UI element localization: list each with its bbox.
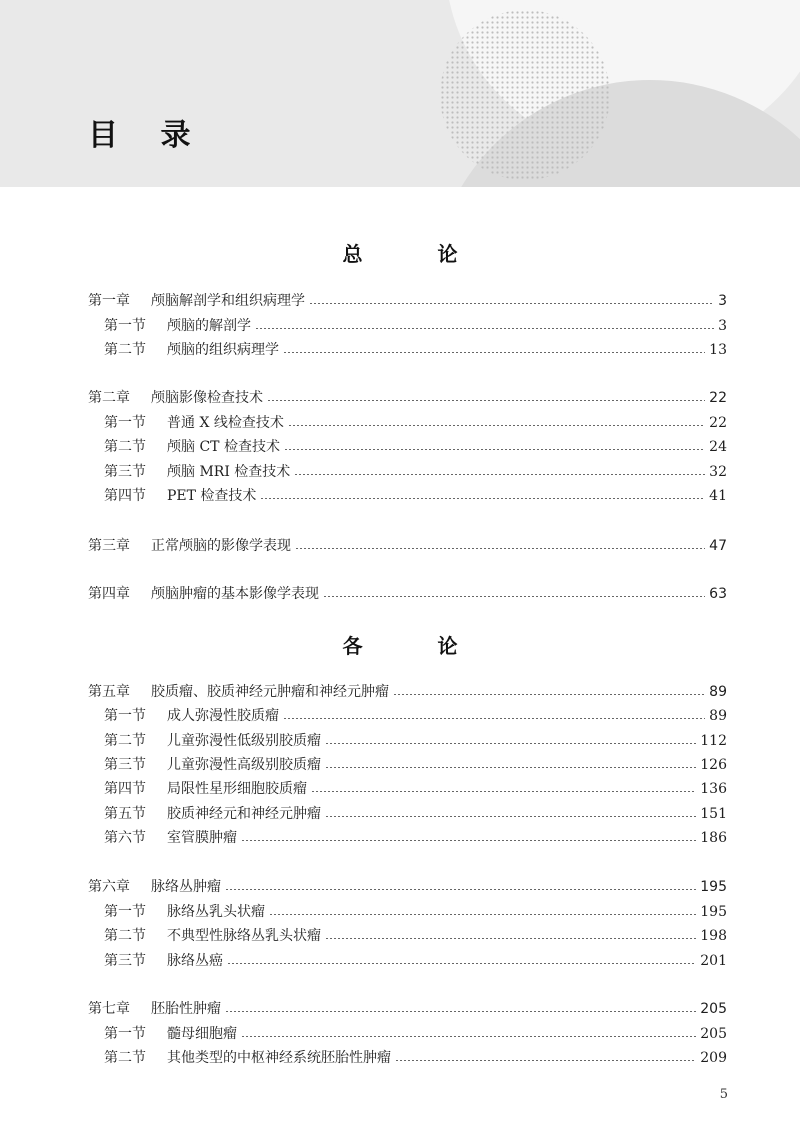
toc-section-row[interactable] bbox=[104, 901, 727, 923]
chapter-title: 颅脑影像检查技术 bbox=[151, 390, 263, 406]
section-title: 儿童弥漫性低级别胶质瘤 bbox=[167, 733, 321, 749]
dot-leader bbox=[283, 718, 705, 719]
section-title: 儿童弥漫性高级别胶质瘤 bbox=[167, 757, 321, 773]
page-ref: 209 bbox=[700, 1050, 727, 1066]
section-title: 其他类型的中枢神经系统胚胎性肿瘤 bbox=[167, 1050, 391, 1066]
dot-leader bbox=[260, 498, 705, 499]
toc-chapter-row[interactable] bbox=[88, 681, 727, 703]
page-ref: 41 bbox=[709, 488, 727, 504]
dot-leader bbox=[288, 425, 705, 426]
chapter-title: 颅脑解剖学和组织病理学 bbox=[151, 293, 305, 309]
section-number: 第一节 bbox=[104, 415, 146, 431]
section-number: 第四节 bbox=[104, 488, 146, 504]
page-ref: 151 bbox=[700, 806, 727, 822]
dot-leader bbox=[255, 328, 714, 329]
dot-leader bbox=[267, 400, 705, 401]
chapter-title: 胶质瘤、胶质神经元肿瘤和神经元肿瘤 bbox=[151, 684, 389, 700]
chapter-number: 第三章 bbox=[88, 538, 130, 554]
section-number: 第一节 bbox=[104, 708, 146, 724]
page-ref: 63 bbox=[709, 586, 727, 602]
toc-section-row[interactable] bbox=[104, 1047, 727, 1069]
dot-leader bbox=[284, 449, 705, 450]
section-number: 第二节 bbox=[104, 342, 146, 358]
chapter-title: 正常颅脑的影像学表现 bbox=[151, 538, 291, 554]
section-title: 成人弥漫性胶质瘤 bbox=[167, 708, 279, 724]
section-title: 脉络丛癌 bbox=[167, 953, 223, 969]
toc-chapter-row[interactable] bbox=[88, 998, 727, 1020]
part-heading: 总 论 bbox=[342, 242, 492, 266]
section-number: 第一节 bbox=[104, 904, 146, 920]
section-title: PET 检查技术 bbox=[167, 488, 257, 504]
dot-leader bbox=[269, 914, 696, 915]
section-title: 颅脑的组织病理学 bbox=[167, 342, 279, 358]
toc-section-row[interactable] bbox=[104, 827, 727, 849]
dot-leader bbox=[225, 1011, 696, 1012]
page-ref: 198 bbox=[700, 928, 727, 944]
dot-leader bbox=[225, 889, 696, 890]
page-ref: 195 bbox=[700, 879, 727, 895]
dot-leader bbox=[311, 791, 696, 792]
toc-chapter-row[interactable] bbox=[88, 290, 727, 312]
toc-section-row[interactable] bbox=[104, 803, 727, 825]
section-number: 第三节 bbox=[104, 953, 146, 969]
toc-section-row[interactable] bbox=[104, 754, 727, 776]
section-number: 第六节 bbox=[104, 830, 146, 846]
page-ref: 24 bbox=[709, 439, 727, 455]
dot-leader bbox=[294, 474, 705, 475]
dot-leader bbox=[227, 963, 696, 964]
dot-leader bbox=[325, 743, 696, 744]
section-number: 第二节 bbox=[104, 1050, 146, 1066]
toc-section-row[interactable] bbox=[104, 412, 727, 434]
page-title: 目 录 bbox=[88, 118, 207, 153]
page-ref: 22 bbox=[709, 415, 727, 431]
toc-section-row[interactable] bbox=[104, 461, 727, 483]
page-ref: 13 bbox=[709, 342, 727, 358]
chapter-title: 胚胎性肿瘤 bbox=[151, 1001, 221, 1017]
section-number: 第二节 bbox=[104, 928, 146, 944]
toc-chapter-row[interactable] bbox=[88, 583, 727, 605]
chapter-number: 第一章 bbox=[88, 293, 130, 309]
dot-leader bbox=[241, 840, 696, 841]
toc-chapter-row[interactable] bbox=[88, 876, 727, 898]
decorative-circles bbox=[0, 0, 800, 187]
toc-section-row[interactable] bbox=[104, 730, 727, 752]
page-ref: 89 bbox=[709, 684, 727, 700]
chapter-number: 第五章 bbox=[88, 684, 130, 700]
page-ref: 89 bbox=[709, 708, 727, 724]
dot-leader bbox=[325, 767, 696, 768]
page-ref: 47 bbox=[709, 538, 727, 554]
section-title: 不典型性脉络丛乳头状瘤 bbox=[167, 928, 321, 944]
chapter-number: 第二章 bbox=[88, 390, 130, 406]
chapter-title: 脉络丛肿瘤 bbox=[151, 879, 221, 895]
page-ref: 32 bbox=[709, 464, 727, 480]
dot-leader bbox=[395, 1060, 696, 1061]
toc-section-row[interactable] bbox=[104, 778, 727, 800]
toc-chapter-row[interactable] bbox=[88, 387, 727, 409]
chapter-number: 第六章 bbox=[88, 879, 130, 895]
toc-section-row[interactable] bbox=[104, 705, 727, 727]
section-title: 颅脑 CT 检查技术 bbox=[167, 439, 280, 455]
section-title: 颅脑的解剖学 bbox=[167, 318, 251, 334]
dot-leader bbox=[295, 548, 705, 549]
toc-section-row[interactable] bbox=[104, 925, 727, 947]
page-number: 5 bbox=[719, 1087, 728, 1102]
chapter-title: 颅脑肿瘤的基本影像学表现 bbox=[151, 586, 319, 602]
page-ref: 205 bbox=[700, 1001, 727, 1017]
toc-section-row[interactable] bbox=[104, 315, 727, 337]
page-ref: 112 bbox=[700, 733, 727, 749]
section-number: 第五节 bbox=[104, 806, 146, 822]
page-header-band bbox=[0, 0, 800, 187]
page-ref: 22 bbox=[709, 390, 727, 406]
page-ref: 126 bbox=[700, 757, 727, 773]
dot-leader bbox=[325, 816, 696, 817]
chapter-number: 第四章 bbox=[88, 586, 130, 602]
toc-section-row[interactable] bbox=[104, 436, 727, 458]
part-heading: 各 论 bbox=[342, 634, 492, 658]
chapter-number: 第七章 bbox=[88, 1001, 130, 1017]
page-ref: 195 bbox=[700, 904, 727, 920]
dot-leader bbox=[323, 596, 705, 597]
toc-chapter-row[interactable] bbox=[88, 535, 727, 557]
dot-leader bbox=[241, 1036, 696, 1037]
section-number: 第三节 bbox=[104, 757, 146, 773]
section-number: 第三节 bbox=[104, 464, 146, 480]
dot-leader bbox=[283, 352, 705, 353]
toc-section-row[interactable] bbox=[104, 1023, 727, 1045]
section-number: 第四节 bbox=[104, 781, 146, 797]
section-title: 胶质神经元和神经元肿瘤 bbox=[167, 806, 321, 822]
section-title: 脉络丛乳头状瘤 bbox=[167, 904, 265, 920]
section-number: 第一节 bbox=[104, 1026, 146, 1042]
toc-section-row[interactable] bbox=[104, 339, 727, 361]
section-title: 颅脑 MRI 检查技术 bbox=[167, 464, 291, 480]
section-number: 第一节 bbox=[104, 318, 146, 334]
section-title: 髓母细胞瘤 bbox=[167, 1026, 237, 1042]
section-number: 第二节 bbox=[104, 733, 146, 749]
section-number: 第二节 bbox=[104, 439, 146, 455]
toc-section-row[interactable] bbox=[104, 950, 727, 972]
toc-section-row[interactable] bbox=[104, 485, 727, 507]
page-ref: 205 bbox=[700, 1026, 727, 1042]
page-ref: 201 bbox=[700, 953, 727, 969]
dot-leader bbox=[325, 938, 696, 939]
dot-leader bbox=[309, 303, 714, 304]
section-title: 局限性星形细胞胶质瘤 bbox=[167, 781, 307, 797]
dot-leader bbox=[393, 694, 705, 695]
page-ref: 3 bbox=[718, 293, 727, 309]
section-title: 普通 X 线检查技术 bbox=[167, 415, 284, 431]
section-title: 室管膜肿瘤 bbox=[167, 830, 237, 846]
page-ref: 186 bbox=[700, 830, 727, 846]
page-ref: 3 bbox=[718, 318, 727, 334]
page-ref: 136 bbox=[700, 781, 727, 797]
